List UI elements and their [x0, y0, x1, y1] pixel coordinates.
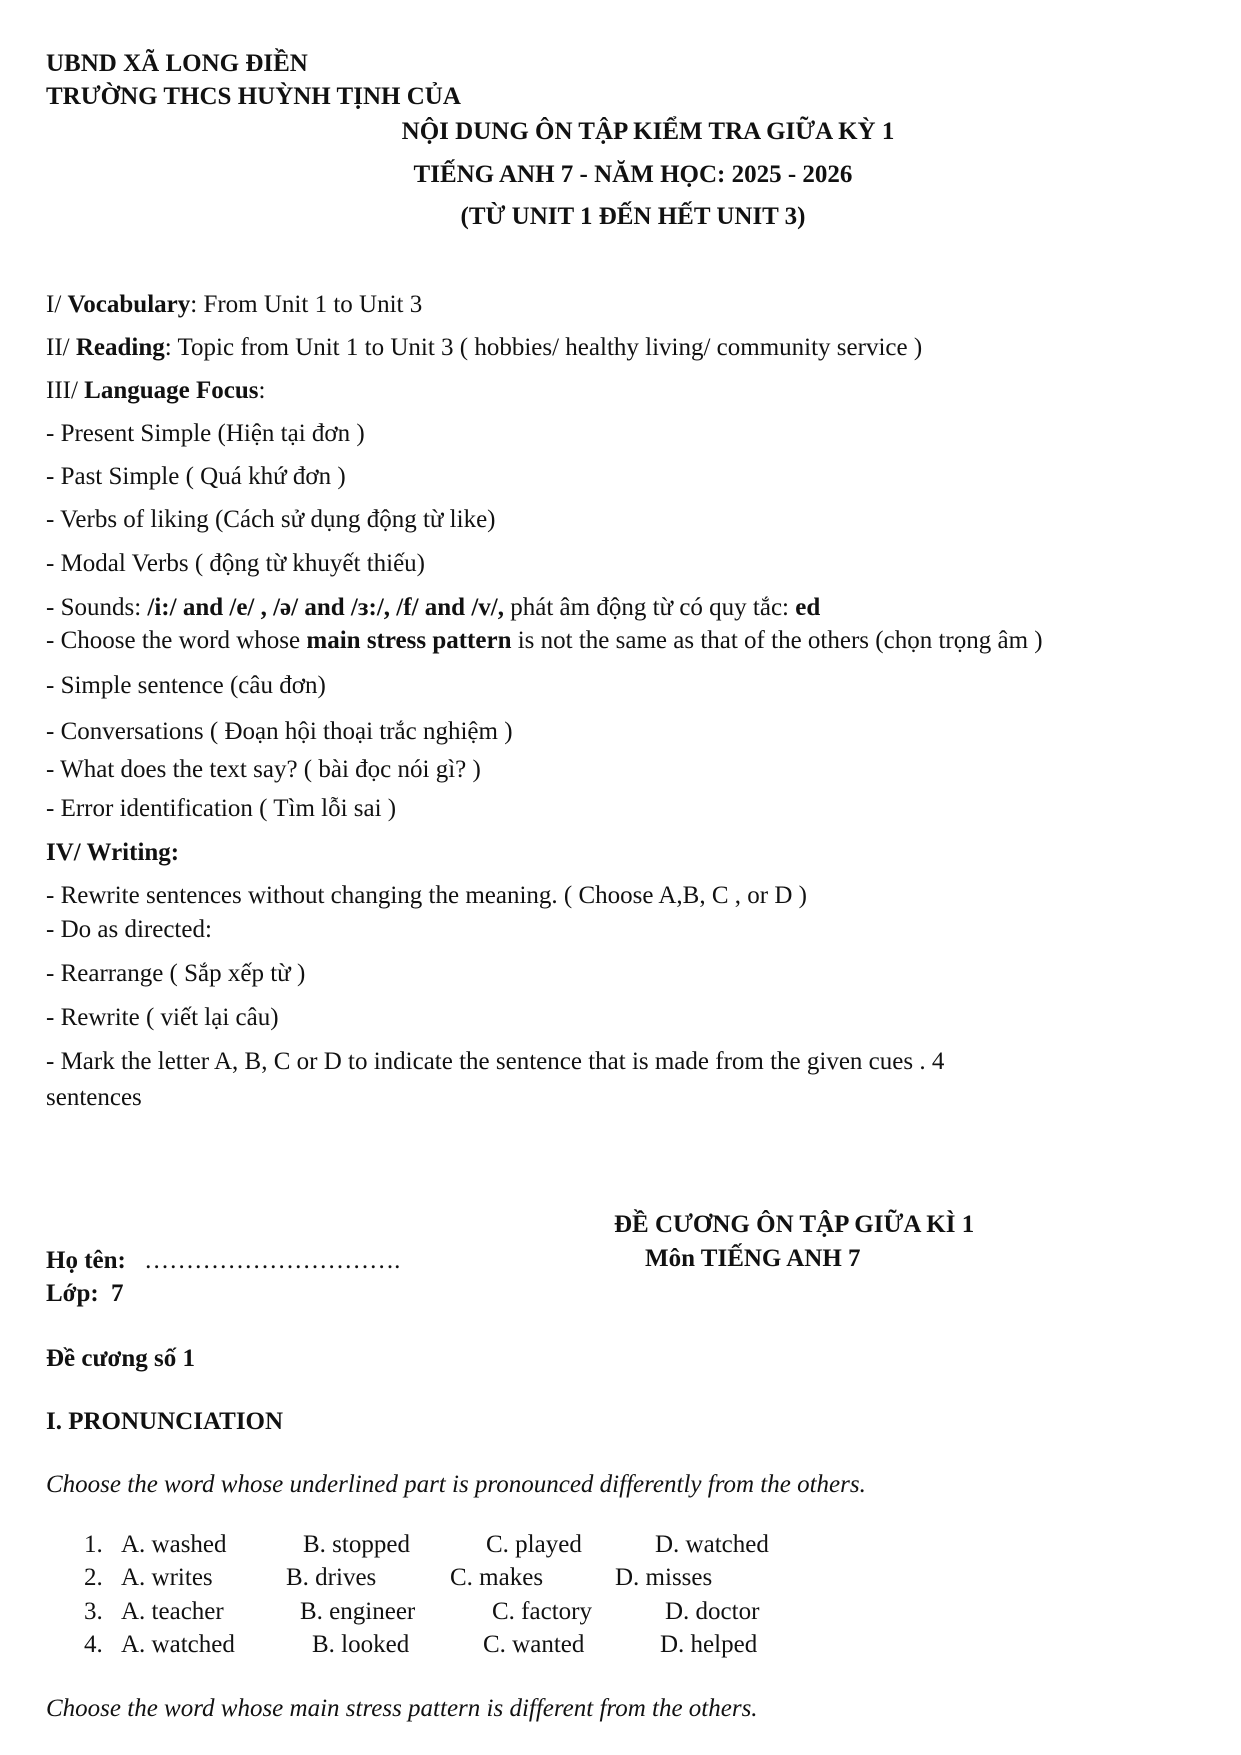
option-a: A. washed — [121, 1531, 227, 1558]
writing-item-mark-letter: - Mark the letter A, B, C or D to indicate the sentence that is made from the given cues . 4 — [46, 1048, 945, 1075]
name-label: Họ tên: — [46, 1247, 126, 1274]
option-a: A. watched — [121, 1631, 235, 1658]
lf-item-past-simple: - Past Simple ( Quá khứ đơn ) — [46, 463, 346, 490]
option-b: B. drives — [286, 1564, 377, 1591]
option-b: B. stopped — [303, 1531, 410, 1558]
outline-title: ĐỀ CƯƠNG ÔN TẬP GIỮA KÌ 1 — [614, 1211, 975, 1238]
option-c: C. makes — [450, 1564, 544, 1591]
question-number: 2. — [84, 1564, 103, 1591]
question-number: 1. — [84, 1531, 103, 1558]
language-focus-label: Language Focus — [84, 377, 259, 404]
option-a: A. teacher — [121, 1598, 224, 1625]
lf-item-stress: - Choose the word whose main stress pattern is not the same as that of the others (chọn trọng âm ) — [46, 627, 1043, 654]
option-c: C. factory — [492, 1598, 592, 1625]
school-name: TRƯỜNG THCS HUỲNH TỊNH CỦA — [46, 83, 461, 110]
doc-scope: (TỪ UNIT 1 ĐẾN HẾT UNIT 3) — [460, 203, 806, 230]
option-a: A. writes — [121, 1564, 213, 1591]
part-pronunciation-heading: I. PRONUNCIATION — [46, 1408, 284, 1435]
outline-number: Đề cương số 1 — [46, 1345, 195, 1372]
writing-item-mark-letter-cont: sentences — [46, 1084, 142, 1111]
school-district: UBND XÃ LONG ĐIỀN — [46, 50, 308, 77]
vocabulary-label: Vocabulary — [67, 291, 191, 318]
pronunciation-instruction: Choose the word whose underlined part is pronounced differently from the others. — [46, 1471, 866, 1498]
writing-item-do-as-directed: - Do as directed: — [46, 916, 212, 943]
reading-line: II/ Reading: Topic from Unit 1 to Unit 3 ( hobbies/ healthy living/ community service ) — [46, 334, 923, 361]
reading-label: Reading — [75, 334, 165, 361]
outline-subject: Môn TIẾNG ANH 7 — [645, 1245, 861, 1272]
lf-item-modal-verbs: - Modal Verbs ( động từ khuyết thiếu) — [46, 550, 426, 577]
question-number: 4. — [84, 1631, 103, 1658]
stress-instruction: Choose the word whose main stress pattern is different from the others. — [46, 1695, 758, 1722]
question-number: 3. — [84, 1598, 103, 1625]
class-value: 7 — [111, 1280, 124, 1307]
option-d: D. doctor — [665, 1598, 760, 1625]
doc-title: NỘI DUNG ÔN TẬP KIỂM TRA GIỮA KỲ 1 — [401, 118, 895, 145]
option-d: D. misses — [615, 1564, 713, 1591]
option-c: C. wanted — [483, 1631, 585, 1658]
name-blank: …………………………. — [144, 1247, 401, 1274]
writing-item-rewrite: - Rewrite sentences without changing the meaning. ( Choose A,B, C , or D ) — [46, 882, 807, 909]
class-label: Lớp: — [46, 1280, 99, 1307]
option-b: B. looked — [312, 1631, 410, 1658]
writing-item-rearrange: - Rearrange ( Sắp xếp từ ) — [46, 960, 306, 987]
option-d: D. watched — [655, 1531, 769, 1558]
lf-item-present-simple: - Present Simple (Hiện tại đơn ) — [46, 420, 365, 447]
option-c: C. played — [486, 1531, 582, 1558]
writing-heading: IV/ Writing: — [46, 839, 180, 866]
lf-item-error-identification: - Error identification ( Tìm lỗi sai ) — [46, 795, 397, 822]
lf-item-verbs-of-liking: - Verbs of liking (Cách sử dụng động từ like) — [46, 506, 496, 533]
doc-subtitle: TIẾNG ANH 7 - NĂM HỌC: 2025 - 2026 — [413, 161, 853, 188]
vocabulary-line: I/ Vocabulary: From Unit 1 to Unit 3 — [46, 291, 423, 318]
class-field — [46, 1280, 124, 1309]
lf-item-simple-sentence: - Simple sentence (câu đơn) — [46, 672, 326, 699]
lf-item-sounds: - Sounds: /i:/ and /e/ , /ə/ and /ɜ:/, /f/ and /v/, phát âm động từ có quy tắc: ed — [46, 594, 821, 621]
lf-item-text-say: - What does the text say? ( bài đọc nói gì? ) — [46, 756, 481, 783]
writing-item-rewrite-sentence: - Rewrite ( viết lại câu) — [46, 1004, 279, 1031]
option-b: B. engineer — [300, 1598, 416, 1625]
lf-item-conversations: - Conversations ( Đoạn hội thoại trắc nghiệm ) — [46, 718, 513, 745]
name-field — [46, 1247, 400, 1276]
option-d: D. helped — [660, 1631, 758, 1658]
language-focus-heading: III/ Language Focus: — [46, 377, 266, 404]
